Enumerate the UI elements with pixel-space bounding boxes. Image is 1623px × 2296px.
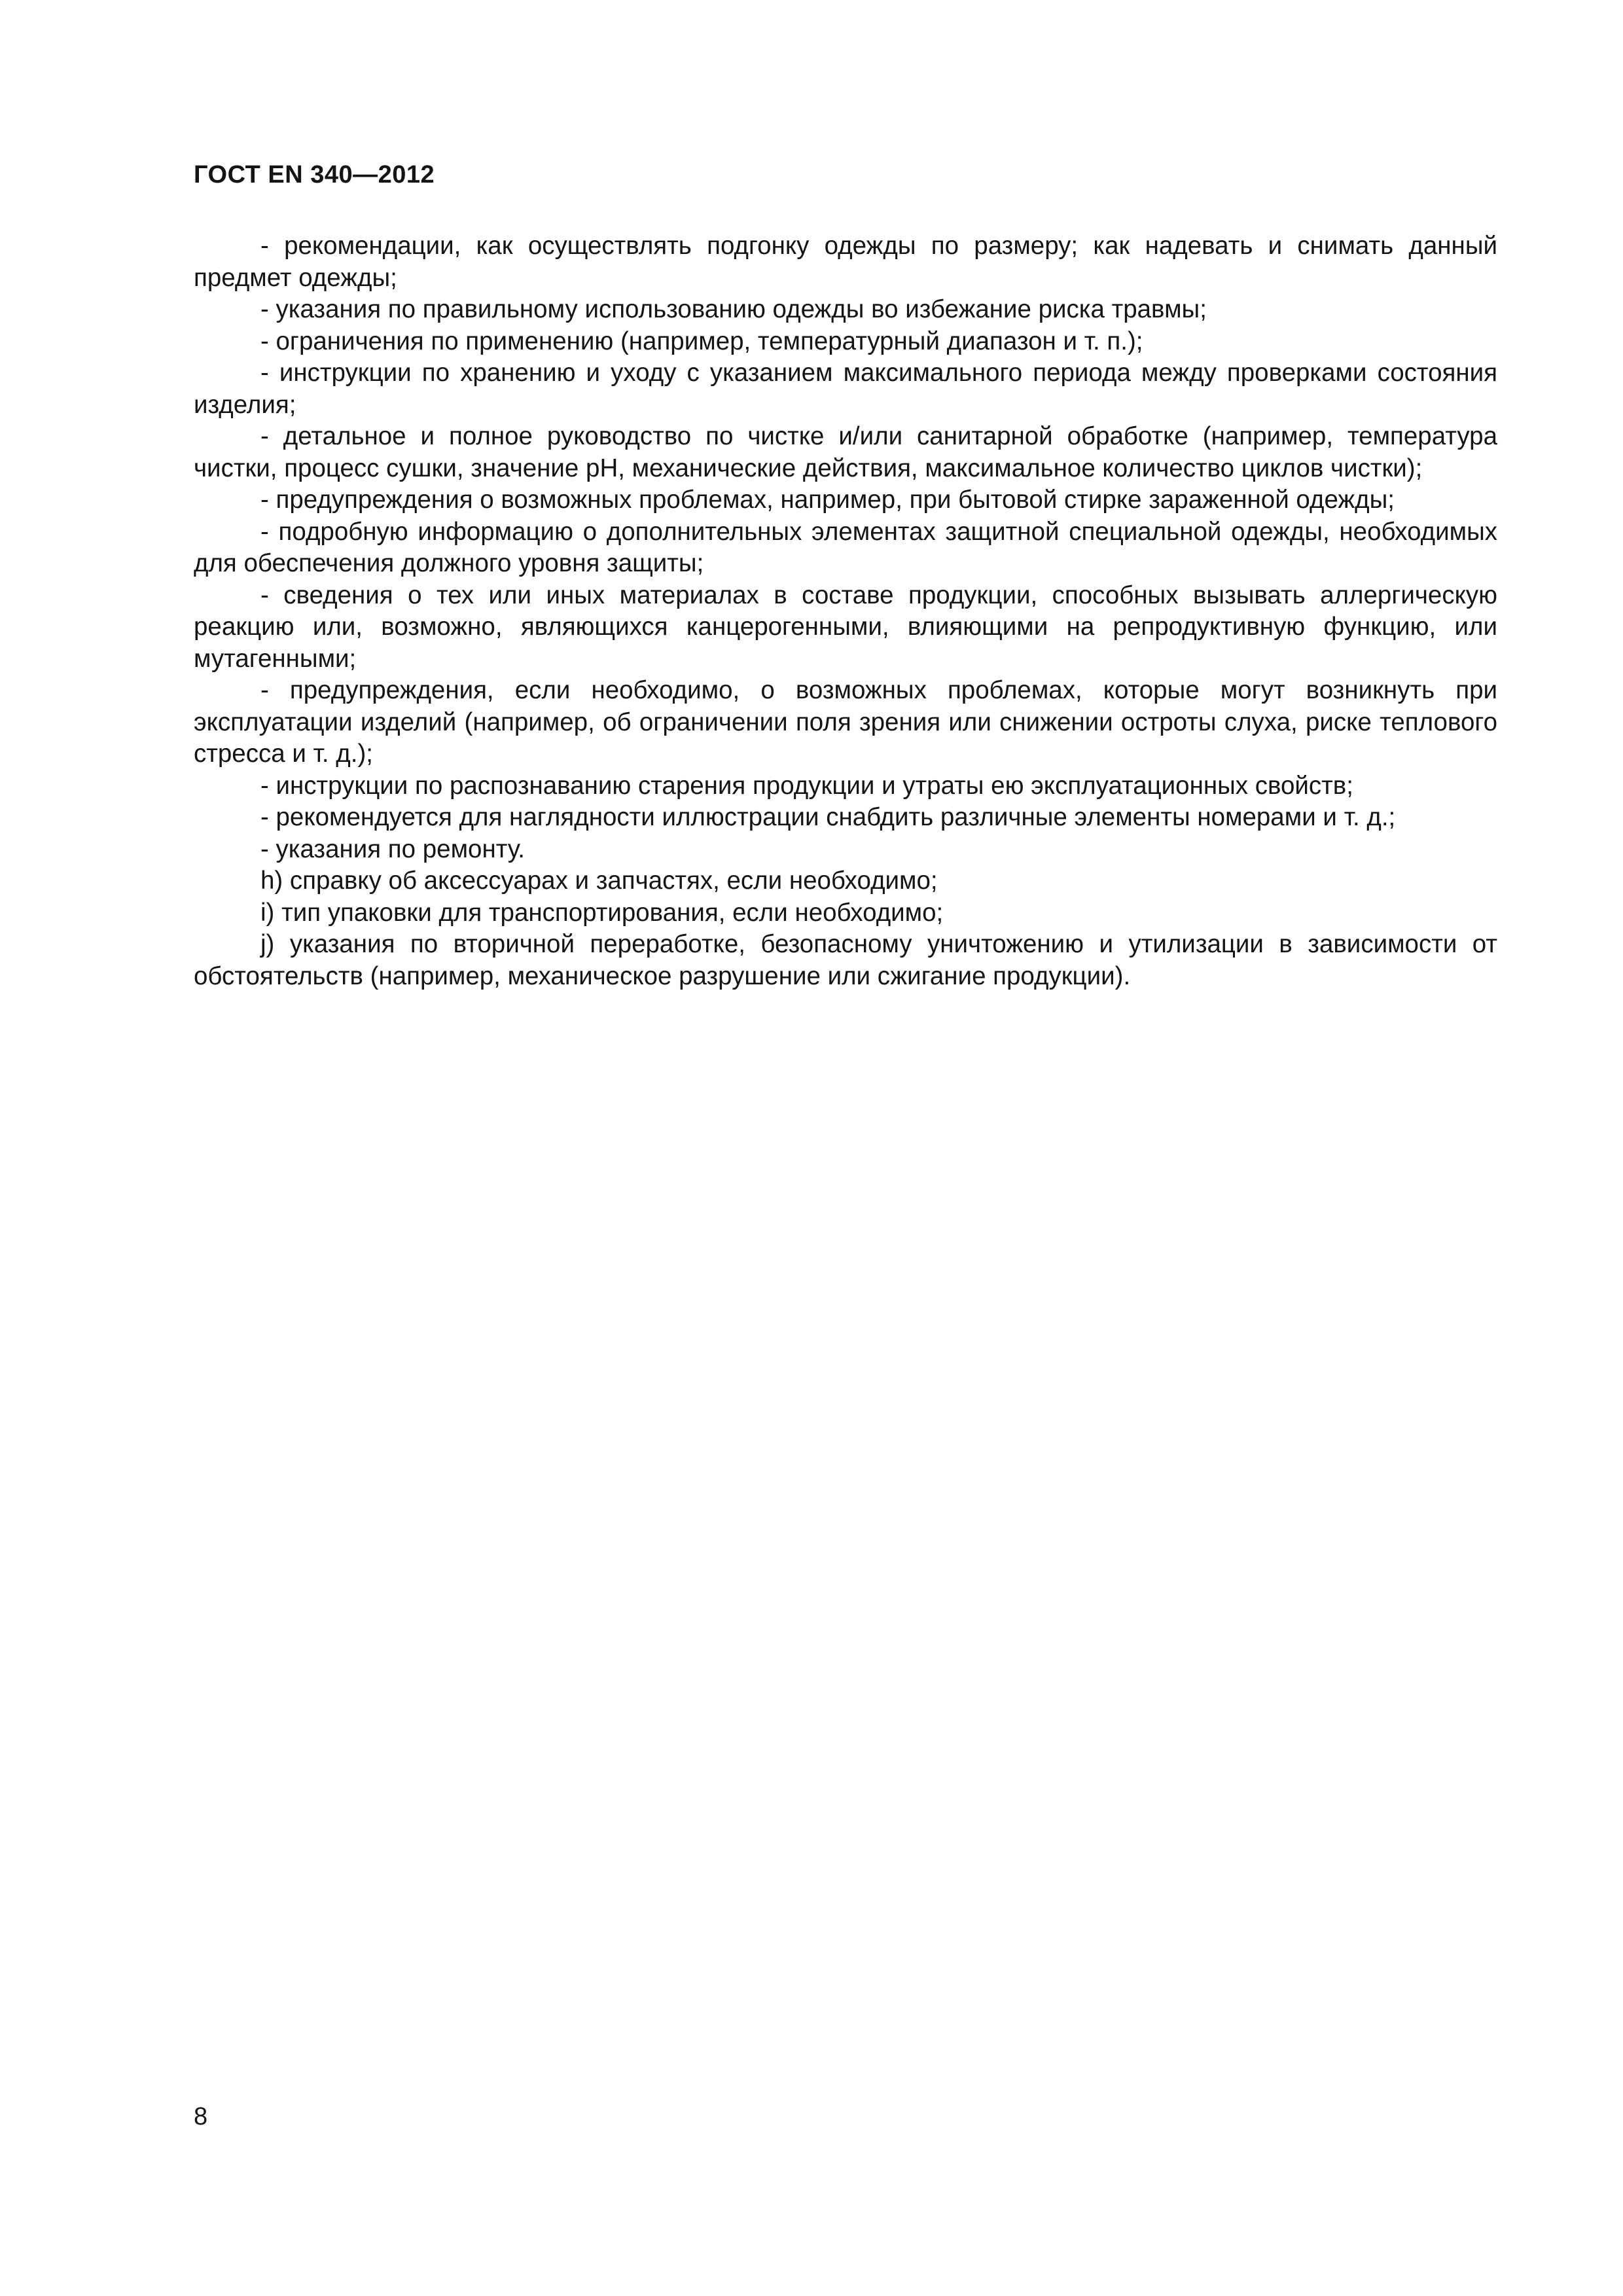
list-item: - указания по правильному использованию одежды во избежание риска травмы; (260, 295, 1207, 323)
page-number: 8 (194, 2103, 208, 2130)
document-header: ГОСТ EN 340—2012 (194, 161, 435, 188)
list-item: h) справку об аксессуарах и запчастях, если необходимо; (260, 867, 938, 895)
list-item: i) тип упаковки для транспортирования, если необходимо; (260, 898, 944, 927)
document-body (194, 230, 1497, 992)
list-item: - инструкции по хранению и уходу с указанием максимального периода между проверками состояния изделия; (194, 359, 1497, 419)
list-item: - инструкции по распознаванию старения продукции и утраты ею эксплуатационных свойств; (260, 771, 1353, 800)
list-item: j) указания по вторичной переработке, безопасному уничтожению и утилизации в зависимости от обстоятельств (например, механическое разрушение или сжигание продукции). (194, 930, 1497, 990)
list-item: - ограничения по применению (например, температурный диапазон и т. п.); (260, 327, 1143, 355)
list-item: - рекомендуется для наглядности иллюстрации снабдить различные элементы номерами и т. д.; (260, 803, 1396, 831)
list-item: - предупреждения, если необходимо, о возможных проблемах, которые могут возникнуть при эксплуатации изделий (например, об ограничении поля зрения или снижении остроты слуха, риске теплового стресса и т. д.); (194, 676, 1497, 768)
list-item: - рекомендации, как осуществлять подгонку одежды по размеру; как надевать и снимать данный предмет одежды; (194, 232, 1497, 292)
list-item: - сведения о тех или иных материалах в составе продукции, способных вызывать аллергическую реакцию или, возможно, являющихся канцерогенными, влияющими на репродуктивную функцию, или мутагенными; (194, 581, 1497, 673)
list-item: - указания по ремонту. (260, 834, 525, 863)
list-item: - детальное и полное руководство по чистке и/или санитарной обработке (например, температура чистки, процесс сушки, значение pH, механические действия, максимальное количество циклов чистки); (194, 422, 1497, 482)
list-item: - предупреждения о возможных проблемах, например, при бытовой стирке зараженной одежды; (260, 486, 1395, 514)
list-item: - подробную информацию о дополнительных элементах защитной специальной одежды, необходимых для обеспечения должного уровня защиты; (194, 517, 1497, 577)
